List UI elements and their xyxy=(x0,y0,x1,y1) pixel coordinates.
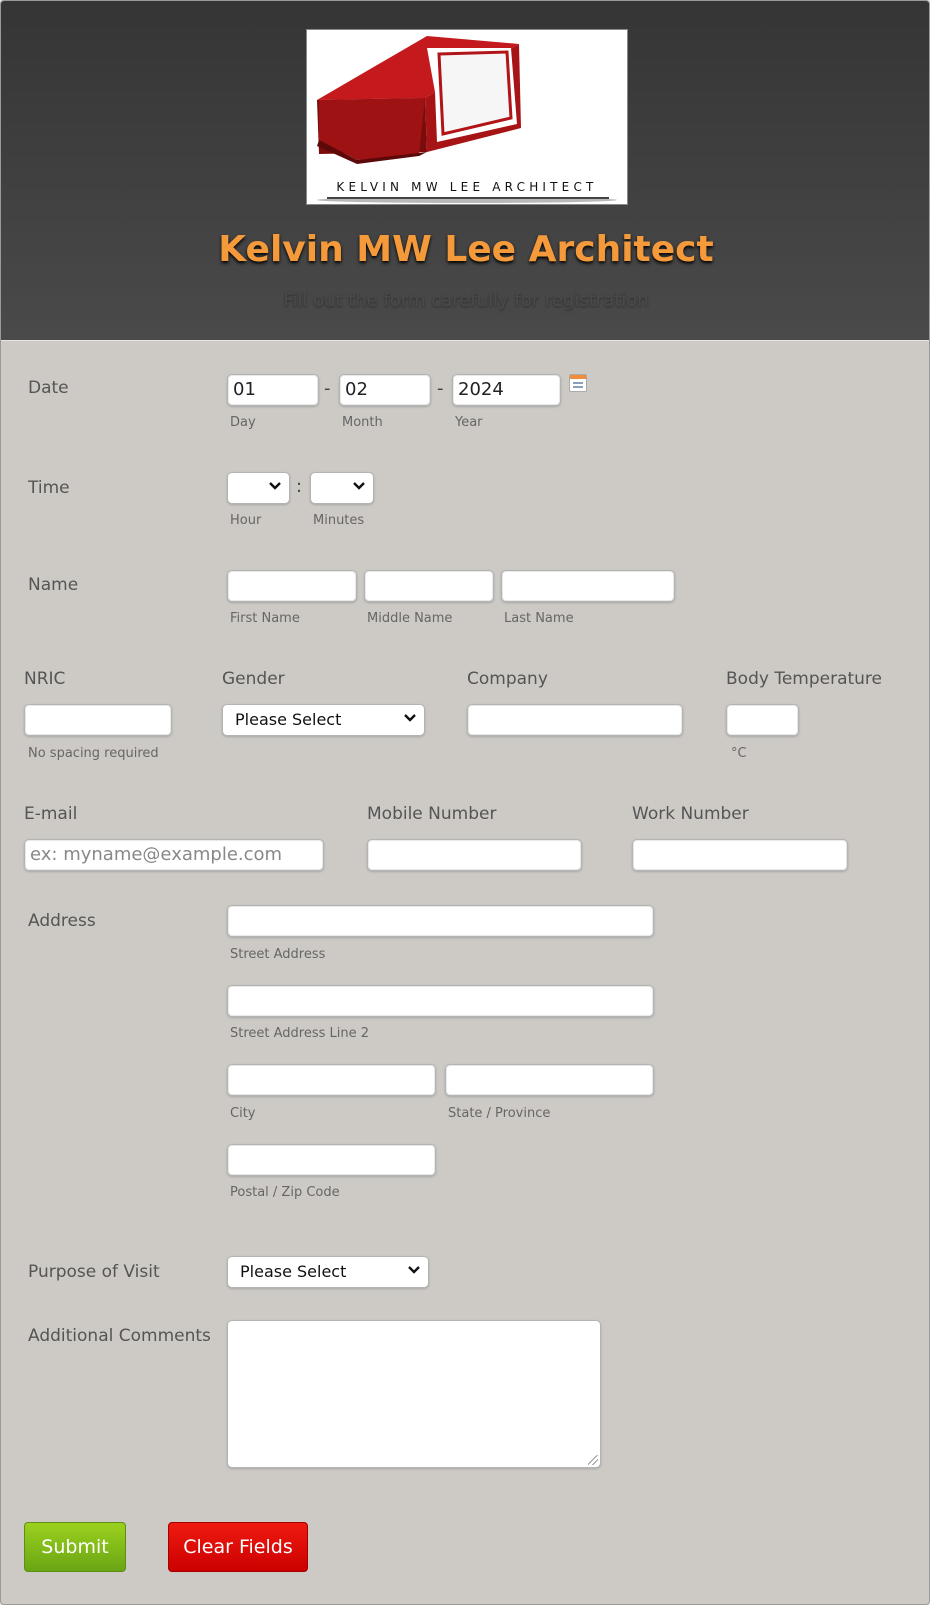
company-logo xyxy=(306,29,628,205)
city-sublabel: City xyxy=(230,1106,256,1121)
company-input[interactable] xyxy=(467,704,683,736)
gender-label: Gender xyxy=(222,669,285,689)
postal-code-sublabel: Postal / Zip Code xyxy=(230,1185,340,1200)
body-temperature-label: Body Temperature xyxy=(726,669,883,689)
gender-select[interactable] xyxy=(222,704,425,736)
nric-input[interactable] xyxy=(24,704,172,736)
form-title: Kelvin MW Lee Architect xyxy=(218,229,714,270)
submit-button[interactable]: Submit xyxy=(24,1522,126,1572)
email-label: E-mail xyxy=(24,804,78,824)
state-province-input[interactable] xyxy=(445,1064,654,1096)
time-separator: : xyxy=(296,476,303,497)
street-address-line2-input[interactable] xyxy=(227,985,654,1017)
resize-handle-icon[interactable] xyxy=(588,1455,598,1465)
first-name-input[interactable] xyxy=(227,570,357,602)
gender-selected-value: Please Select xyxy=(235,710,342,729)
date-separator: - xyxy=(324,378,331,399)
chevron-down-icon xyxy=(267,478,283,494)
middle-name-sublabel: Middle Name xyxy=(367,611,453,626)
work-number-label: Work Number xyxy=(632,804,749,824)
date-month-sublabel: Month xyxy=(342,415,383,430)
chevron-down-icon xyxy=(402,710,418,726)
purpose-of-visit-label: Purpose of Visit xyxy=(28,1262,160,1282)
clear-fields-button[interactable]: Clear Fields xyxy=(168,1522,308,1572)
street-address-sublabel: Street Address xyxy=(230,947,326,962)
date-day-sublabel: Day xyxy=(230,415,256,430)
chevron-down-icon xyxy=(351,478,367,494)
date-day-input[interactable]: 01 xyxy=(227,374,319,406)
additional-comments-label: Additional Comments xyxy=(28,1326,211,1346)
middle-name-input[interactable] xyxy=(364,570,494,602)
email-input[interactable]: ex: myname@example.com xyxy=(24,839,324,871)
first-name-sublabel: First Name xyxy=(230,611,300,626)
date-separator: - xyxy=(437,378,444,399)
date-label: Date xyxy=(28,378,69,398)
date-month-input[interactable]: 02 xyxy=(339,374,431,406)
last-name-input[interactable] xyxy=(501,570,675,602)
form-subtitle: Fill out the form carefully for registration xyxy=(283,290,649,311)
chevron-down-icon xyxy=(406,1262,422,1278)
address-label: Address xyxy=(28,911,96,931)
logo-wordmark: KELVIN MW LEE ARCHITECT xyxy=(336,180,598,194)
nric-label: NRIC xyxy=(24,669,66,689)
purpose-of-visit-select[interactable] xyxy=(227,1256,429,1288)
name-label: Name xyxy=(28,575,79,595)
city-input[interactable] xyxy=(227,1064,436,1096)
company-label: Company xyxy=(467,669,548,689)
street-address-input[interactable] xyxy=(227,905,654,937)
mobile-number-input[interactable] xyxy=(367,839,582,871)
time-label: Time xyxy=(28,478,70,498)
street-address-line2-sublabel: Street Address Line 2 xyxy=(230,1026,370,1041)
form-header xyxy=(1,1,930,341)
mobile-number-label: Mobile Number xyxy=(367,804,497,824)
work-number-input[interactable] xyxy=(632,839,848,871)
calendar-icon[interactable] xyxy=(569,374,587,392)
minutes-select[interactable] xyxy=(310,472,374,504)
additional-comments-textarea[interactable] xyxy=(227,1320,601,1468)
state-province-sublabel: State / Province xyxy=(448,1106,551,1121)
hour-sublabel: Hour xyxy=(230,513,262,528)
temperature-unit-sublabel: °C xyxy=(731,746,747,761)
body-temperature-input[interactable] xyxy=(726,704,799,736)
postal-code-input[interactable] xyxy=(227,1144,436,1176)
minutes-sublabel: Minutes xyxy=(313,513,365,528)
last-name-sublabel: Last Name xyxy=(504,611,574,626)
date-year-input[interactable]: 2024 xyxy=(452,374,561,406)
hour-select[interactable] xyxy=(227,472,290,504)
purpose-selected-value: Please Select xyxy=(240,1262,347,1281)
date-year-sublabel: Year xyxy=(455,415,483,430)
nric-sublabel: No spacing required xyxy=(28,746,159,761)
